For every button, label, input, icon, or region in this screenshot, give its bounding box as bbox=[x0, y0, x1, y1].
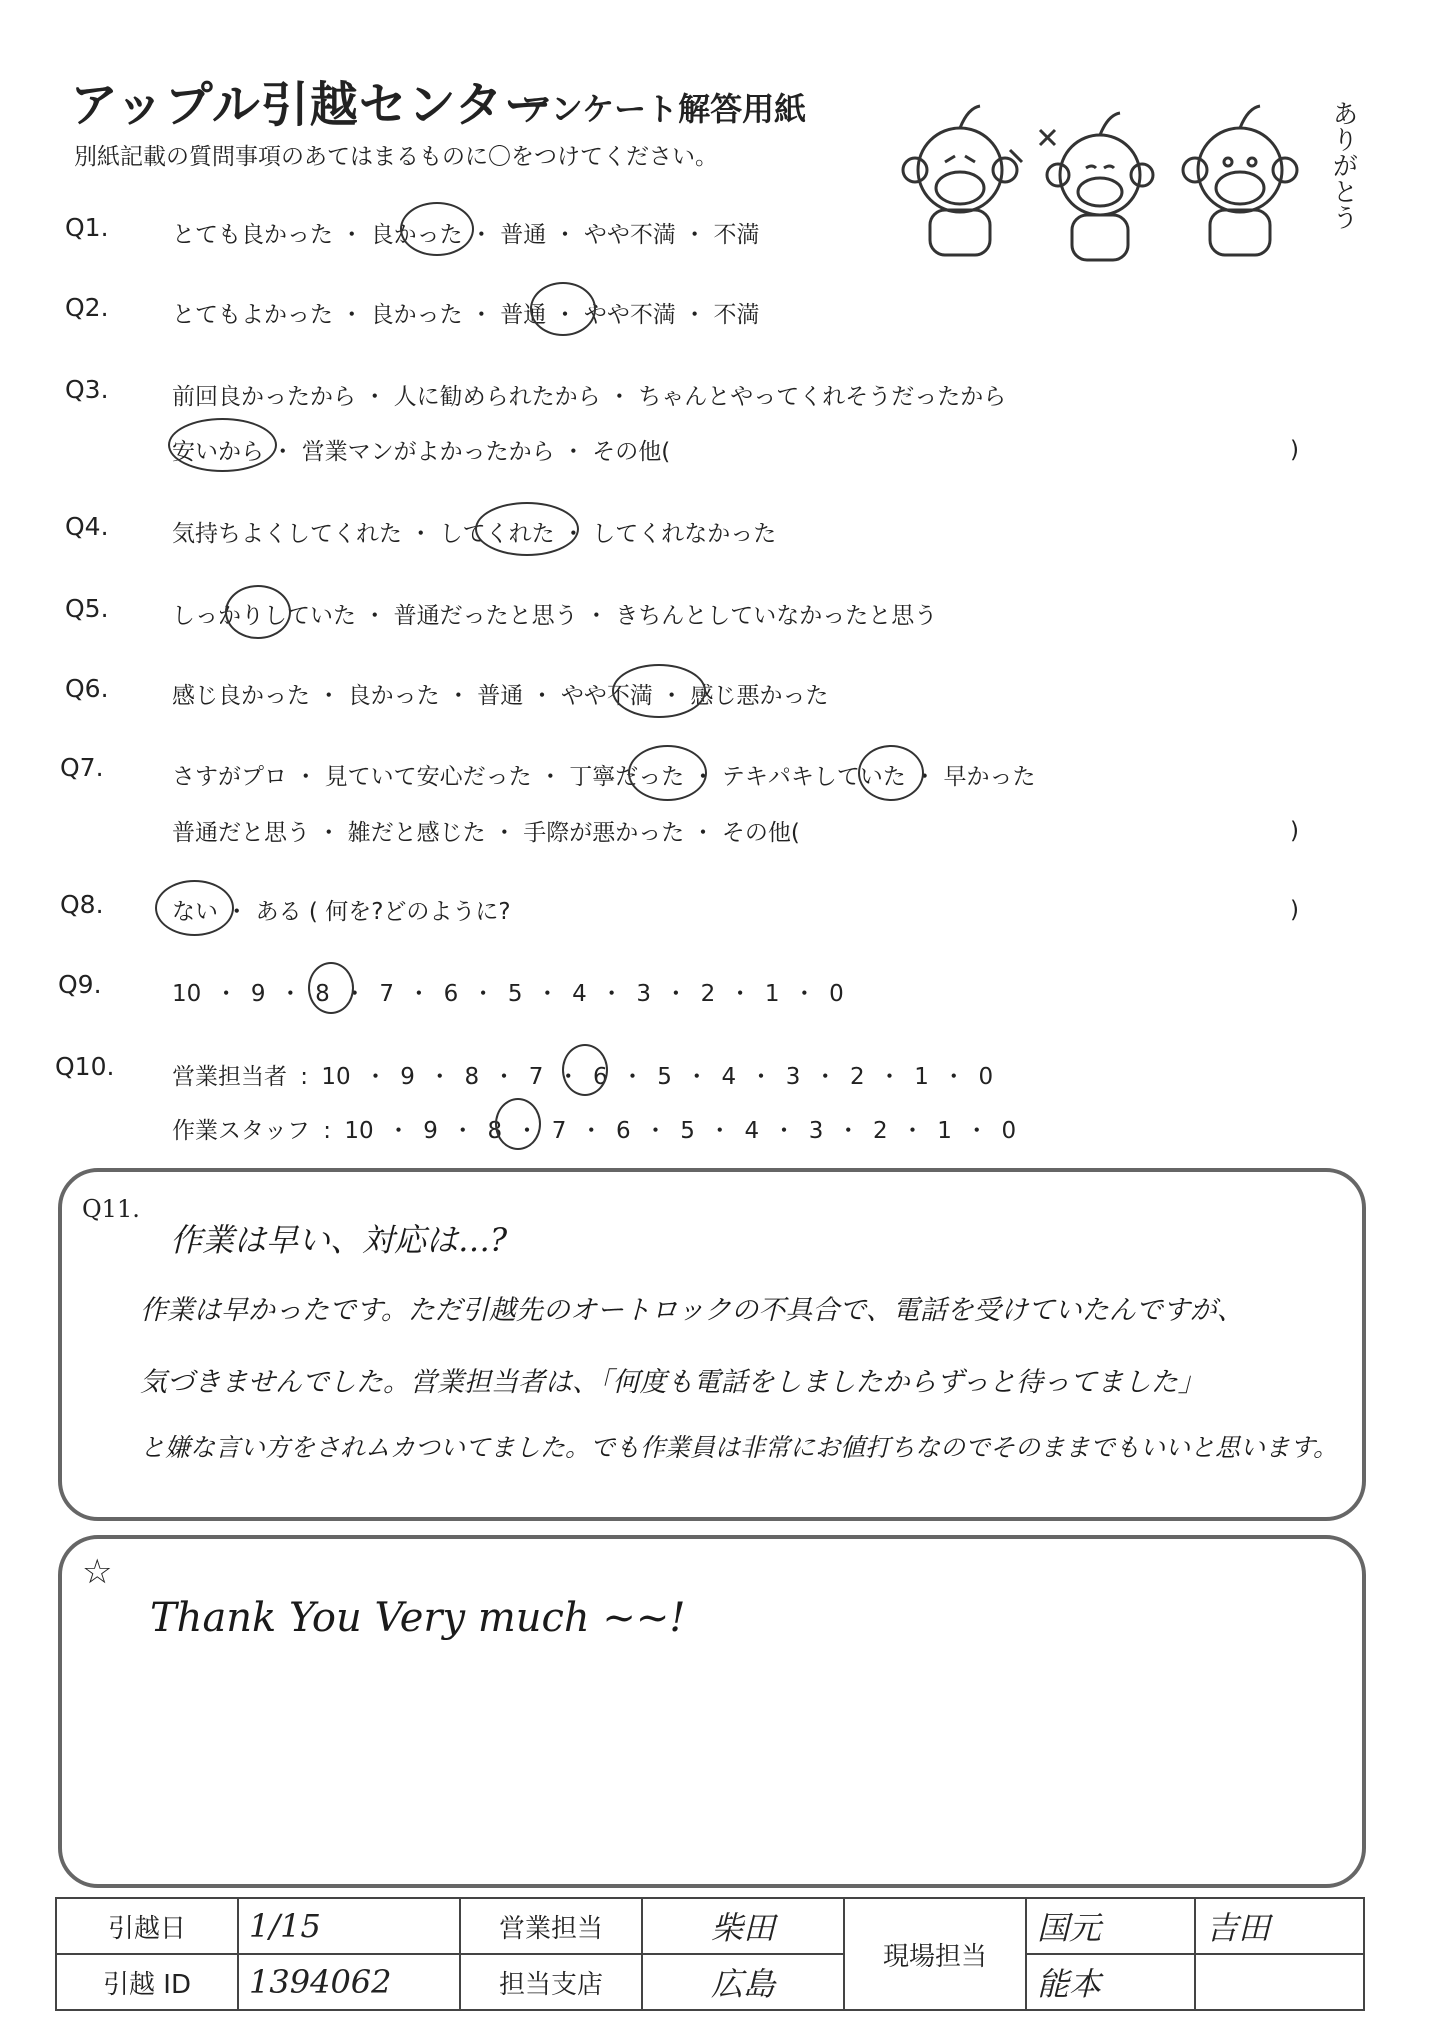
q3-close-paren: ) bbox=[1290, 437, 1299, 463]
q11-line-4: と嫌な言い方をされムカついてました。でも作業員は非常にお値打ちなのでそのままでもいいと思います。 bbox=[140, 1433, 1339, 1462]
q5-label: Q5. bbox=[65, 594, 109, 623]
site-staff-empty bbox=[1195, 1954, 1364, 2010]
site-staff-3: 能本 bbox=[1026, 1954, 1195, 2010]
q7-options-line1[interactable]: さすがプロ ・ 見ていて安心だった ・ 丁寧だった ・ テキパキしていた ・ 早かった bbox=[172, 764, 1036, 790]
q6-label: Q6. bbox=[65, 674, 109, 703]
site-staff-2: 吉田 bbox=[1195, 1898, 1364, 1954]
q2-answer-mark bbox=[530, 282, 596, 336]
comment-handwritten: Thank You Very much ~~! bbox=[150, 1595, 686, 1641]
site-staff-1: 国元 bbox=[1026, 1898, 1195, 1954]
q11-line-3: 気づきませんでした。営業担当者は、「何度も電話をしましたからずっと待ってました」 bbox=[140, 1367, 1205, 1398]
branch-name: 広島 bbox=[642, 1954, 844, 2010]
move-date-value: 1/15 bbox=[238, 1898, 460, 1954]
move-id-label: 引越 ID bbox=[56, 1954, 238, 2010]
q10-sales-scale[interactable]: 営業担当者 : 10 ・ 9 ・ 8 ・ 7 ・ 6 ・ 5 ・ 4 ・ 3 ・ 2 ・ 1 ・ 0 bbox=[172, 1064, 994, 1090]
q10-staff-answer-mark bbox=[495, 1098, 541, 1150]
q11-label: Q11. bbox=[82, 1195, 140, 1223]
q5-answer-mark bbox=[225, 585, 291, 639]
q8-options[interactable]: ない ・ ある ( 何を?どのように? bbox=[172, 899, 511, 925]
q5-options[interactable]: しっかりしていた ・ 普通だったと思う ・ きちんとしていなかったと思う bbox=[172, 603, 938, 629]
q10-sales-answer-mark bbox=[562, 1044, 608, 1096]
comment-star-label: ☆ bbox=[82, 1552, 113, 1592]
mascot-illustration bbox=[890, 90, 1360, 270]
q8-label: Q8. bbox=[60, 890, 104, 919]
q4-answer-mark bbox=[475, 502, 579, 556]
q6-options[interactable]: 感じ良かった ・ 良かった ・ 普通 ・ やや不満 ・ 感じ悪かった bbox=[172, 683, 829, 709]
instructions: 別紙記載の質問事項のあてはまるものに〇をつけてください。 bbox=[74, 144, 718, 170]
q7-label: Q7. bbox=[60, 753, 104, 782]
q11-line-2: 作業は早かったです。ただ引越先のオートロックの不具合で、電話を受けていたんですが、 bbox=[140, 1295, 1244, 1326]
q8-answer-mark bbox=[155, 880, 234, 936]
move-date-label: 引越日 bbox=[56, 1898, 238, 1954]
info-table bbox=[55, 1897, 1365, 2011]
q9-scale[interactable]: 10 ・ 9 ・ 8 ・ 7 ・ 6 ・ 5 ・ 4 ・ 3 ・ 2 ・ 1 ・ 0 bbox=[172, 981, 844, 1007]
q1-options[interactable]: とても良かった ・ 良かった ・ 普通 ・ やや不満 ・ 不満 bbox=[172, 222, 760, 248]
site-label: 現場担当 bbox=[844, 1898, 1026, 2010]
q11-line-1: 作業は早い、対応は…? bbox=[170, 1221, 508, 1259]
q2-options[interactable]: とてもよかった ・ 良かった ・ 普通 ・ やや不満 ・ 不満 bbox=[172, 302, 760, 328]
q7-answer-mark-1 bbox=[628, 745, 707, 801]
q4-options[interactable]: 気持ちよくしてくれた ・ してくれた ・ してくれなかった bbox=[172, 521, 777, 547]
q1-label: Q1. bbox=[65, 213, 109, 242]
form-subtitle: アンケート解答用紙 bbox=[520, 90, 807, 128]
move-id-value: 1394062 bbox=[238, 1954, 460, 2010]
q8-close-paren: ) bbox=[1290, 897, 1299, 923]
q7-close-paren: ) bbox=[1290, 818, 1299, 844]
q6-answer-mark bbox=[612, 664, 706, 718]
sales-name: 柴田 bbox=[642, 1898, 844, 1954]
sales-label: 営業担当 bbox=[460, 1898, 642, 1954]
mascot-caption: ありがとう bbox=[1328, 100, 1358, 230]
q10-label: Q10. bbox=[55, 1052, 115, 1081]
q9-label: Q9. bbox=[58, 970, 102, 999]
q7-options-line2[interactable]: 普通だと思う ・ 雑だと感じた ・ 手際が悪かった ・ その他( bbox=[172, 820, 800, 846]
q2-label: Q2. bbox=[65, 293, 109, 322]
comment-box bbox=[58, 1535, 1366, 1888]
q1-answer-mark bbox=[400, 202, 474, 256]
q3-options-line1[interactable]: 前回良かったから ・ 人に勧められたから ・ ちゃんとやってくれそうだったから bbox=[172, 384, 1007, 410]
q9-answer-mark bbox=[308, 962, 354, 1014]
q3-label: Q3. bbox=[65, 375, 109, 404]
q3-answer-mark bbox=[168, 418, 277, 472]
q3-options-line2[interactable]: 安いから ・ 営業マンがよかったから ・ その他( bbox=[172, 439, 671, 465]
q7-answer-mark-2 bbox=[858, 745, 924, 801]
form-title: アップル引越センター bbox=[70, 77, 553, 133]
branch-label: 担当支店 bbox=[460, 1954, 642, 2010]
q10-staff-scale[interactable]: 作業スタッフ : 10 ・ 9 ・ 8 ・ 7 ・ 6 ・ 5 ・ 4 ・ 3 ・ 2 ・ 1 ・ 0 bbox=[172, 1118, 1017, 1144]
q4-label: Q4. bbox=[65, 512, 109, 541]
